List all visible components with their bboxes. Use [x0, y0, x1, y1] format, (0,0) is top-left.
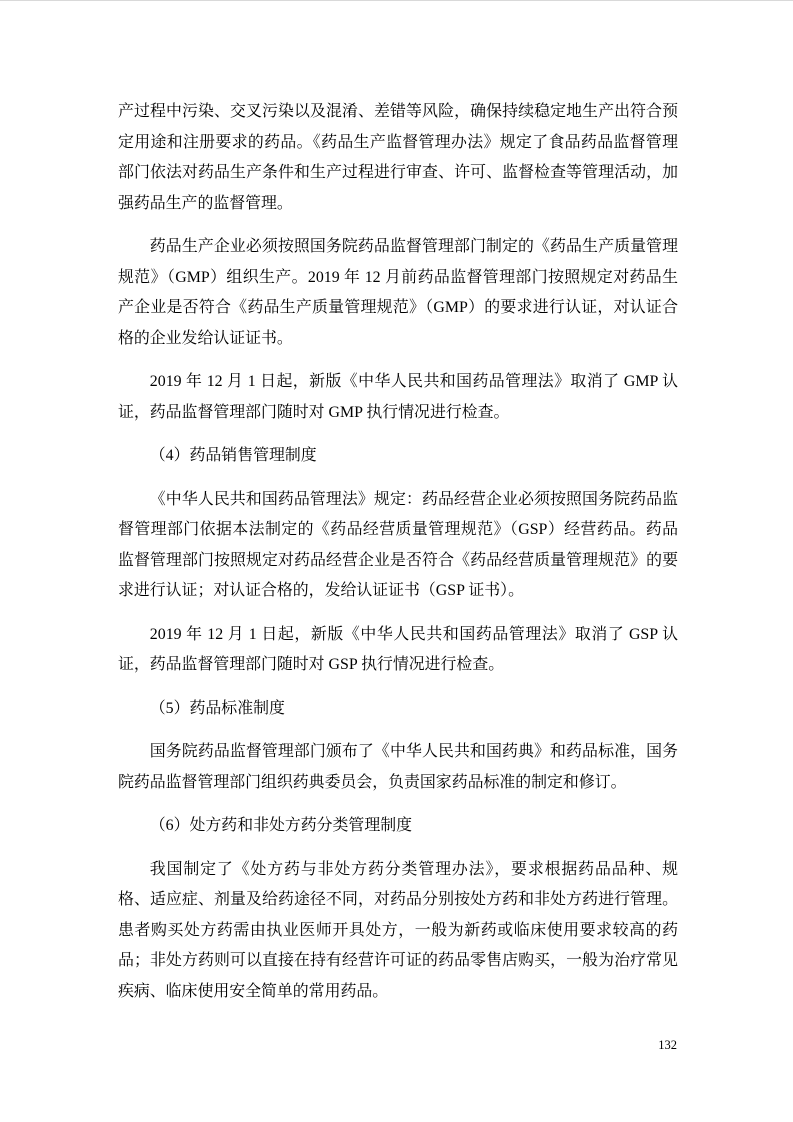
body-paragraph: 2019 年 12 月 1 日起，新版《中华人民共和国药品管理法》取消了 GMP 认证，药品监督管理部门随时对 GMP 执行情况进行检查。 — [118, 373, 678, 421]
body-paragraph: 我国制定了《处方药与非处方药分类管理办法》，要求根据药品品种、规格、适应症、剂量及给药途径不同，对药品分别按处方药和非处方药进行管理。患者购买处方药需由执业医师开具处方，一般为新药或临床使用要求较高的药品；非处方药则可以直接在持有经营许可证的药品零售店购买，一般为治疗常见疾病、临床使用安全简单的常用药品。 — [118, 860, 678, 1000]
page-content — [118, 97, 678, 1007]
page-number: 132 — [658, 1038, 677, 1052]
section-heading: （6）处方药和非处方药分类管理制度 — [149, 817, 412, 834]
body-paragraph: 产过程中污染、交叉污染以及混淆、差错等风险，确保持续稳定地生产出符合预定用途和注册要求的药品。《药品生产监督管理办法》规定了食品药品监督管理部门依法对药品生产条件和生产过程进行审查、许可、监督检查等管理活动，加强药品生产的监督管理。 — [118, 103, 678, 212]
body-paragraph: 药品生产企业必须按照国务院药品监督管理部门制定的《药品生产质量管理规范》（GMP）组织生产。2019 年 12 月前药品监督管理部门按照规定对药品生产企业是否符合《药品生产质量管理规范》（GMP）的要求进行认证，对认证合格的企业发给认证证书。 — [118, 238, 678, 347]
body-paragraph: 《中华人民共和国药品管理法》规定：药品经营企业必须按照国务院药品监督管理部门依据本法制定的《药品经营质量管理规范》（GSP）经营药品。药品监督管理部门按照规定对药品经营企业是否符合《药品经营质量管理规范》的要求进行认证；对认证合格的，发给认证证书（GSP 证书）。 — [118, 490, 678, 599]
section-heading: （4）药品销售管理制度 — [149, 447, 317, 464]
body-paragraph: 国务院药品监督管理部门颁布了《中华人民共和国药典》和药品标准，国务院药品监督管理部门组织药典委员会，负责国家药品标准的制定和修订。 — [118, 743, 678, 791]
body-paragraph: 2019 年 12 月 1 日起，新版《中华人民共和国药品管理法》取消了 GSP 认证，药品监督管理部门随时对 GSP 执行情况进行检查。 — [118, 625, 678, 673]
section-heading: （5）药品标准制度 — [149, 699, 285, 717]
